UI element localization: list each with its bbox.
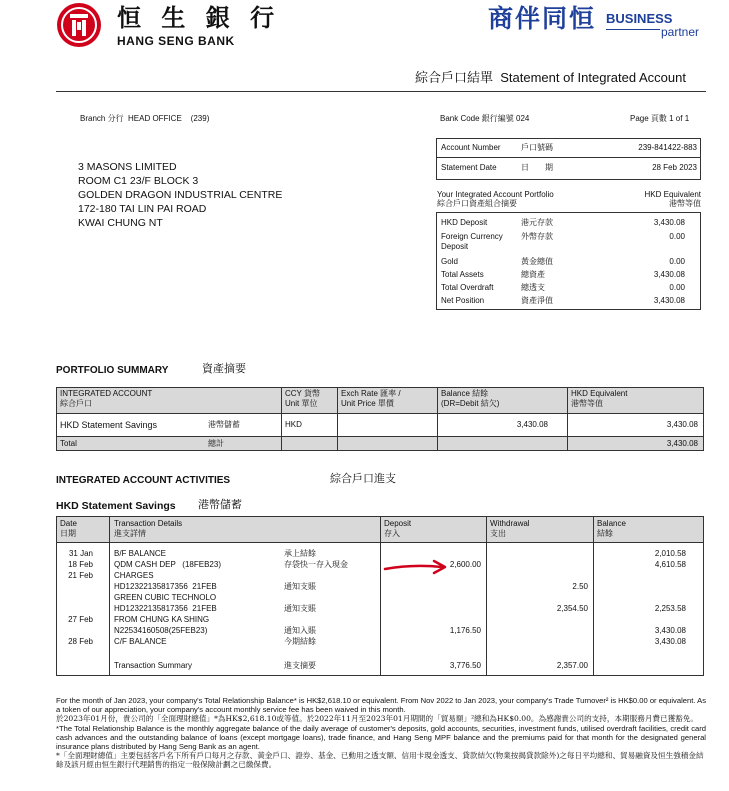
activities-title-cn: 綜合戶口進支 (330, 472, 396, 485)
transaction-line (56, 582, 704, 593)
activities-subtitle-cn: 港幣儲蓄 (198, 498, 242, 511)
portfolio-row-en: Foreign Currency Deposit (441, 232, 503, 251)
summary-account-name: HKD Statement Savings (60, 420, 158, 430)
summary-col-divider (337, 387, 338, 451)
address-line: 172-180 TAI LIN PAI ROAD (78, 203, 207, 215)
transaction-deposit: 1,176.50 (449, 626, 481, 635)
transaction-detail-cn: 通知入賬 (284, 626, 316, 635)
transaction-line (56, 549, 704, 560)
account-number-value: 239-841422-883 (638, 143, 697, 152)
hang-seng-logo (56, 2, 102, 48)
summary-header-account-cn: 綜合戶口 (60, 399, 92, 408)
portfolio-box-equiv: HKD Equivalent (644, 190, 701, 199)
transaction-line (56, 637, 704, 648)
portfolio-row-cn: 外幣存款 (521, 232, 553, 241)
transaction-withdrawal: 2.50 (572, 582, 588, 591)
transaction-line (56, 615, 704, 626)
transaction-line (56, 593, 704, 604)
transaction-detail-cn: 通知支賬 (284, 582, 316, 591)
address-line: ROOM C1 23/F BLOCK 3 (78, 175, 199, 187)
activities-title: INTEGRATED ACCOUNT ACTIVITIES (56, 475, 231, 486)
address-block (78, 160, 282, 230)
summary-balance: 3,430.08 (516, 420, 548, 429)
portfolio-row-en: Gold (441, 257, 458, 266)
transaction-date: 27 Feb (68, 615, 93, 624)
activities-header-balance-cn: 結餘 (597, 529, 613, 538)
activities-subtitle: HKD Statement Savings (56, 500, 176, 512)
transaction-line (56, 604, 704, 615)
brand-name-en: HANG SENG BANK (117, 34, 235, 48)
transaction-detail-cn: 通知支賬 (284, 604, 316, 613)
summary-header-account: INTEGRATED ACCOUNT (60, 389, 153, 398)
portfolio-summary-title: PORTFOLIO SUMMARY (56, 365, 169, 376)
activities-header-deposit-cn: 存入 (384, 529, 400, 538)
transaction-detail: CHARGES (114, 571, 154, 580)
transaction-detail: B/F BALANCE (114, 549, 167, 558)
summary-header-ccy: CCY 貨幣 (285, 389, 320, 398)
transaction-detail: FROM CHUNG KA SHING (114, 615, 210, 624)
portfolio-row-cn: 港元存款 (521, 218, 553, 227)
summary-col-divider (567, 387, 568, 451)
transaction-date: 21 Feb (68, 571, 93, 580)
footer-definition: *The Total Relationship Balance is the monthly aggregate balance of the daily average of customer's deposits, gold accounts, securities, investment funds, utilised overdraft facilities, credit card cash advances and the outstanding balance of loans (except mortgage loans), trade finance, and Hang Seng MPF balance and the premiums paid for that month for the designated general insurance plans distributed by Hang Seng Bank as an agent. (56, 723, 706, 752)
summary-total-label: Total (60, 439, 77, 448)
portfolio-row-en: Total Overdraft (441, 283, 494, 292)
account-number-label-cn: 戶口號碼 (521, 143, 553, 152)
portfolio-row-value: 0.00 (669, 257, 685, 266)
transaction-detail: N22534160508(25FEB23) (114, 626, 208, 635)
transaction-detail-cn: 存袋快一存入現金 (284, 560, 348, 569)
transaction-detail: C/F BALANCE (114, 637, 167, 646)
summary-header-unitprice: Unit Price 單價 (341, 399, 394, 408)
activities-header-date: Date (60, 519, 77, 528)
summary-header-balance: Balance 結餘 (441, 389, 489, 398)
portfolio-row-value: 3,430.08 (653, 270, 685, 279)
portfolio-row-cn: 黃金總值 (521, 257, 553, 266)
statement-date-label: Statement Date (441, 163, 497, 172)
portfolio-row-value: 3,430.08 (653, 218, 685, 227)
portfolio-box-equiv-cn: 港幣等值 (669, 199, 701, 208)
transaction-date: 28 Feb (68, 637, 93, 646)
portfolio-row-cn: 總透支 (521, 283, 545, 292)
transaction-line (56, 560, 704, 571)
transaction-withdrawal: 2,354.50 (556, 604, 588, 613)
summary-header-rate: Exch Rate 匯率 / (341, 389, 401, 398)
account-number-label: Account Number (441, 143, 501, 152)
partner-cn: 商伴同恒 (488, 4, 597, 33)
page-number: Page 頁數 1 of 1 (630, 114, 690, 123)
portfolio-row-en: Net Position (441, 296, 485, 305)
transaction-detail: GREEN CUBIC TECHNOLO (114, 593, 217, 602)
transaction-balance: 2,010.58 (654, 549, 686, 558)
transaction-detail-cn: 今期結餘 (284, 637, 316, 646)
portfolio-box-title: Your Integrated Account Portfolio (437, 190, 554, 199)
portfolio-summary-title-cn: 資產摘要 (202, 362, 246, 375)
transaction-line (56, 626, 704, 637)
summary-header-hkd-cn: 港幣等值 (571, 399, 603, 408)
partner-underline (606, 29, 660, 30)
portfolio-row-cn: 總資產 (521, 270, 545, 279)
address-line: KWAI CHUNG NT (78, 217, 163, 229)
transaction-line (56, 571, 704, 582)
footer-notes (56, 696, 706, 770)
portfolio-row-value: 3,430.08 (653, 296, 685, 305)
summary-account-name-cn: 港幣儲蓄 (208, 420, 240, 429)
transaction-date: 18 Feb (68, 560, 93, 569)
partner-word: partner (661, 25, 700, 39)
summary-col-divider (281, 387, 282, 451)
activities-header-date-cn: 日期 (60, 529, 76, 538)
portfolio-row-value: 0.00 (669, 283, 685, 292)
transaction-date: 31 Jan (68, 549, 93, 558)
summary-hkd: 3,430.08 (666, 420, 698, 429)
activities-header-details: Transaction Details (114, 519, 183, 528)
activities-header-details-cn: 進支詳情 (114, 529, 146, 538)
activities-header-deposit: Deposit (384, 519, 412, 528)
activities-header-balance: Balance (597, 519, 626, 528)
transaction-summary-deposit: 3,776.50 (449, 661, 481, 670)
footer-paragraph-cn: 於2023年01月份，貴公司的「全面理財總值」*為HK$2,618.10或等值。於2022年11月至2023年01月期間的「貿易額」²總和為HK$0.00。為感謝貴公司的支持，本期服務月費已獲豁免。 (56, 714, 698, 724)
account-info-divider (436, 157, 701, 158)
transaction-summary-label-cn: 進支摘要 (284, 661, 316, 670)
brand-name-cn: 恒 生 銀 行 (117, 3, 281, 32)
activities-header-withdrawal: Withdrawal (490, 519, 530, 528)
bank-code: Bank Code 銀行編號 024 (440, 114, 530, 123)
statement-title: 綜合戶口結單 Statement of Integrated Account (415, 70, 686, 85)
address-line: 3 MASONS LIMITED (78, 161, 177, 173)
branch-info: Branch 分行 HEAD OFFICE (239) (80, 114, 210, 123)
portfolio-row-en: Total Assets (441, 270, 484, 279)
summary-header-unit: Unit 單位 (285, 399, 318, 408)
transaction-summary-withdrawal: 2,357.00 (556, 661, 588, 670)
title-rule (56, 91, 706, 92)
portfolio-row-cn: 資產淨值 (521, 296, 553, 305)
portfolio-row-value: 0.00 (669, 232, 685, 241)
transaction-summary-label: Transaction Summary (114, 661, 192, 670)
red-arrow-annotation (382, 557, 454, 577)
transaction-detail: QDM CASH DEP (18FEB23) (114, 560, 221, 569)
address-line: GOLDEN DRAGON INDUSTRIAL CENTRE (78, 189, 283, 201)
summary-total-hkd: 3,430.08 (666, 439, 698, 448)
summary-total-label-cn: 總計 (208, 439, 224, 448)
transaction-balance: 2,253.58 (654, 604, 686, 613)
transaction-balance: 3,430.08 (654, 637, 686, 646)
summary-ccy: HKD (285, 420, 302, 429)
portfolio-row-en: HKD Deposit (441, 218, 488, 227)
transaction-balance: 4,610.58 (654, 560, 686, 569)
summary-col-divider (437, 387, 438, 451)
transaction-detail: HD12322135817356 21FEB (114, 582, 217, 591)
partner-business: BUSINESS (606, 11, 673, 26)
portfolio-box-title-cn: 綜合戶口資產組合摘要 (437, 199, 517, 208)
activities-header-withdrawal-cn: 支出 (490, 529, 506, 538)
transaction-balance: 3,430.08 (654, 626, 686, 635)
transaction-deposit: 2,600.00 (449, 560, 481, 569)
footer-definition-cn: *「全面理財總值」主要包括客戶名下所有戶口每月之存款、黃金戶口、證券、基金、已動用之透支額、信用卡現金透支、貸款結欠(物業按揭貸款除外)之每日平均總和、貿易融資及恒生強積金結餘及該月經由恒生銀行代理銷售的指定一般保險計劃之已繳保費。 (56, 751, 704, 770)
summary-header-balance-dr: (DR=Debit 結欠) (441, 399, 500, 408)
summary-header-hkd: HKD Equivalent (571, 389, 628, 398)
transaction-summary (56, 661, 704, 672)
transaction-detail: HD12322135817356 21FEB (114, 604, 217, 613)
statement-date-label-cn: 日 期 (521, 163, 553, 172)
statement-date-value: 28 Feb 2023 (652, 163, 697, 172)
transaction-detail-cn: 承上結餘 (284, 549, 316, 558)
footer-paragraph: For the month of Jan 2023, your company's Total Relationship Balance* is HK$2,618.10 or equivalent. From Nov 2022 to Jan 2023, your company's Trade Turnover² is HK$0.00 or equivalent. As a token of our appreciation, your company's account monthly service fee has been waived in this month. (56, 696, 706, 715)
